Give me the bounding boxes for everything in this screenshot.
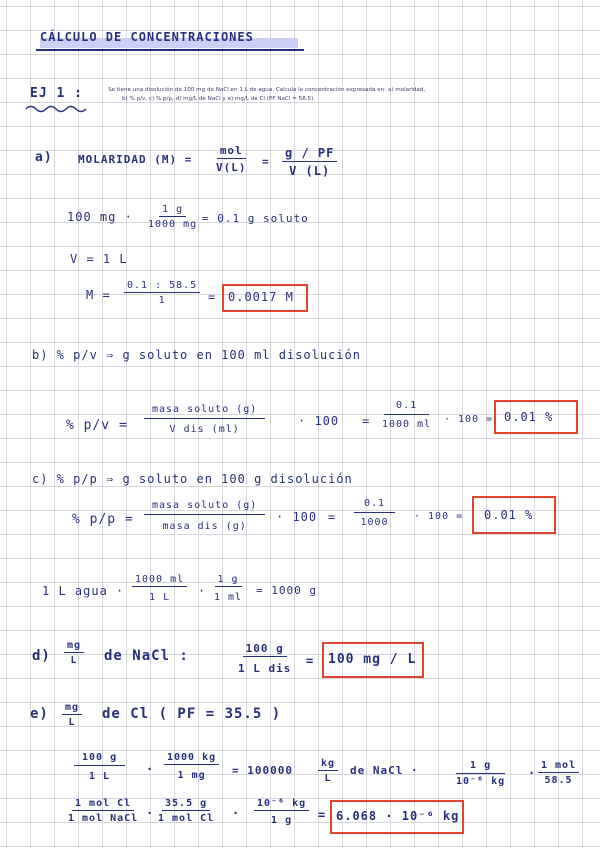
frac-den: V(L) (216, 161, 247, 174)
frac-num: 100 g (243, 642, 287, 657)
e-unit-frac (62, 702, 82, 728)
frac-den: 1 L dis (238, 662, 292, 675)
frac-num: g / PF (282, 146, 337, 162)
frac-num: 35.5 g (162, 798, 210, 811)
d-label: d) (32, 648, 51, 664)
frac-num: 100 g (74, 752, 125, 766)
frac-num: 0.1 : 58.5 (124, 280, 200, 293)
exercise-statement-line2: b) % p/v, c) % p/p, d) mg/L de NaCl y e) mg/L de Cl (PF NaCl = 58.5) (122, 96, 314, 102)
molaridad-heading: MOLARIDAD (M) = (78, 153, 193, 166)
e-r2-frac-mol-cl (68, 798, 138, 824)
b-times100: · 100 (298, 414, 340, 428)
frac-den: 1 g (271, 815, 293, 826)
a-label: a) (35, 150, 53, 165)
frac-num: masa soluto (g) (144, 404, 265, 419)
e-r2-dot2: · (232, 806, 241, 820)
c-times100: · 100 (276, 510, 318, 524)
frac-num: mol (217, 144, 246, 159)
c-heading: c) % p/p ⇒ g soluto en 100 g disolución (32, 472, 353, 486)
frac-num: 1 g (215, 574, 242, 587)
frac-den: 1 L (89, 771, 111, 782)
frac-den: masa dis (g) (162, 521, 247, 532)
frac-den: 1000 ml (382, 419, 432, 430)
water-frac-g (214, 574, 242, 603)
molarity-eq: = (208, 290, 217, 304)
c-prefix: % p/p = (72, 512, 134, 527)
molarity-frac (124, 280, 200, 306)
e-r1-eq: = 100000 (232, 764, 293, 777)
frac-den: 10⁻⁶ kg (456, 776, 506, 787)
c-formula-frac (144, 500, 265, 532)
b-values-frac (382, 400, 431, 430)
volume-line: V = 1 L (70, 252, 128, 266)
frac-den: 1 mol Cl (158, 813, 215, 824)
d-text: de NaCl : (104, 648, 189, 664)
water-frac-ml (132, 574, 187, 603)
frac-den: L (68, 717, 76, 728)
frac-den: V dis (ml) (169, 424, 240, 435)
frac-den: 1 mg (177, 770, 206, 781)
e-r1-unit-frac (318, 758, 338, 784)
mass-prefix: 100 mg · (67, 210, 133, 224)
b-tail: · 100 = (444, 414, 494, 425)
frac-num: 0.1 (354, 498, 395, 513)
b-prefix: % p/v = (66, 418, 128, 433)
b-formula-frac (144, 404, 265, 435)
b-result: 0.01 % (504, 410, 554, 424)
e-r1-frac-mol (538, 760, 579, 786)
b-heading: b) % p/v ⇒ g soluto en 100 ml disolución (32, 348, 361, 362)
molarity-prefix: M = (86, 288, 111, 302)
e-text: de Cl ( PF = 35.5 ) (102, 706, 282, 722)
c-eq: = (328, 510, 337, 524)
water-dot: · (198, 584, 207, 598)
frac-num: 1 g (159, 204, 186, 217)
e-r2-frac-g-mol (158, 798, 214, 824)
title-underline (36, 49, 304, 51)
d-value-frac (238, 642, 291, 675)
d-eq: = (306, 654, 315, 668)
frac-den: 1 (158, 295, 166, 306)
frac-num: 0.1 (384, 400, 429, 415)
water-prefix: 1 L agua · (42, 584, 125, 598)
e-r1-frac-kg (164, 752, 219, 781)
water-result: = 1000 g (256, 584, 317, 597)
frac-num: 1 g (456, 760, 505, 774)
frac-num: 1000 ml (132, 574, 187, 587)
b-eq: = (362, 414, 371, 428)
e-r1-frac-g (74, 752, 125, 782)
d-result: 100 mg / L (328, 652, 417, 667)
frac-num: mg (62, 702, 82, 715)
frac-den: V (L) (289, 164, 331, 178)
e-r1-dot: · (146, 762, 155, 776)
page-title: CÁLCULO DE CONCENTRACIONES (40, 30, 254, 44)
frac-num: 10⁻⁶ kg (254, 798, 309, 811)
frac-num: kg (318, 758, 338, 771)
frac-den: 1 ml (214, 592, 243, 603)
frac-den: 1000 mg (148, 219, 198, 230)
e-r2-dot: · (146, 806, 155, 820)
exercise-label: EJ 1 : (30, 86, 83, 101)
mass-result: = 0.1 g soluto (202, 212, 309, 225)
frac-den: 58.5 (544, 775, 573, 786)
frac-den: L (70, 655, 78, 666)
frac-den: 1 mol NaCl (68, 813, 139, 824)
e-label: e) (30, 706, 49, 722)
c-values-frac (354, 498, 395, 528)
molarity-result: 0.0017 M (228, 290, 294, 304)
e-r1-frac-g-kg (456, 760, 505, 787)
molaridad-frac-g-pf (282, 146, 337, 178)
c-result: 0.01 % (484, 508, 534, 522)
frac-den: L (324, 773, 332, 784)
frac-num: 1 mol Cl (72, 798, 134, 811)
e-r2-eq: = (318, 808, 327, 822)
c-tail: · 100 = (414, 511, 464, 522)
d-unit-frac (64, 640, 84, 666)
frac-num: 1 mol (538, 760, 579, 773)
frac-den: 1 L (149, 592, 171, 603)
molaridad-eq: = (262, 155, 270, 168)
mass-conversion-frac (148, 204, 197, 230)
exercise-statement-line1: Se tiene una disolución de 100 mg de NaCl en 1 L de agua. Calcula la concentración expresada en: a) molaridad, (108, 87, 426, 93)
molaridad-frac-mol-v (216, 144, 247, 174)
e-r1-dot2: · (528, 766, 537, 780)
frac-num: masa soluto (g) (144, 500, 265, 515)
e-r1-text: de NaCl · (350, 764, 419, 777)
frac-den: 1000 (360, 517, 389, 528)
e-result: 6.068 · 10⁻⁶ kg (336, 809, 460, 823)
frac-num: mg (64, 640, 84, 653)
frac-num: 1000 kg (164, 752, 219, 765)
e-r2-frac-kg-g (254, 798, 309, 826)
exercise-underline-squiggle (24, 104, 94, 114)
